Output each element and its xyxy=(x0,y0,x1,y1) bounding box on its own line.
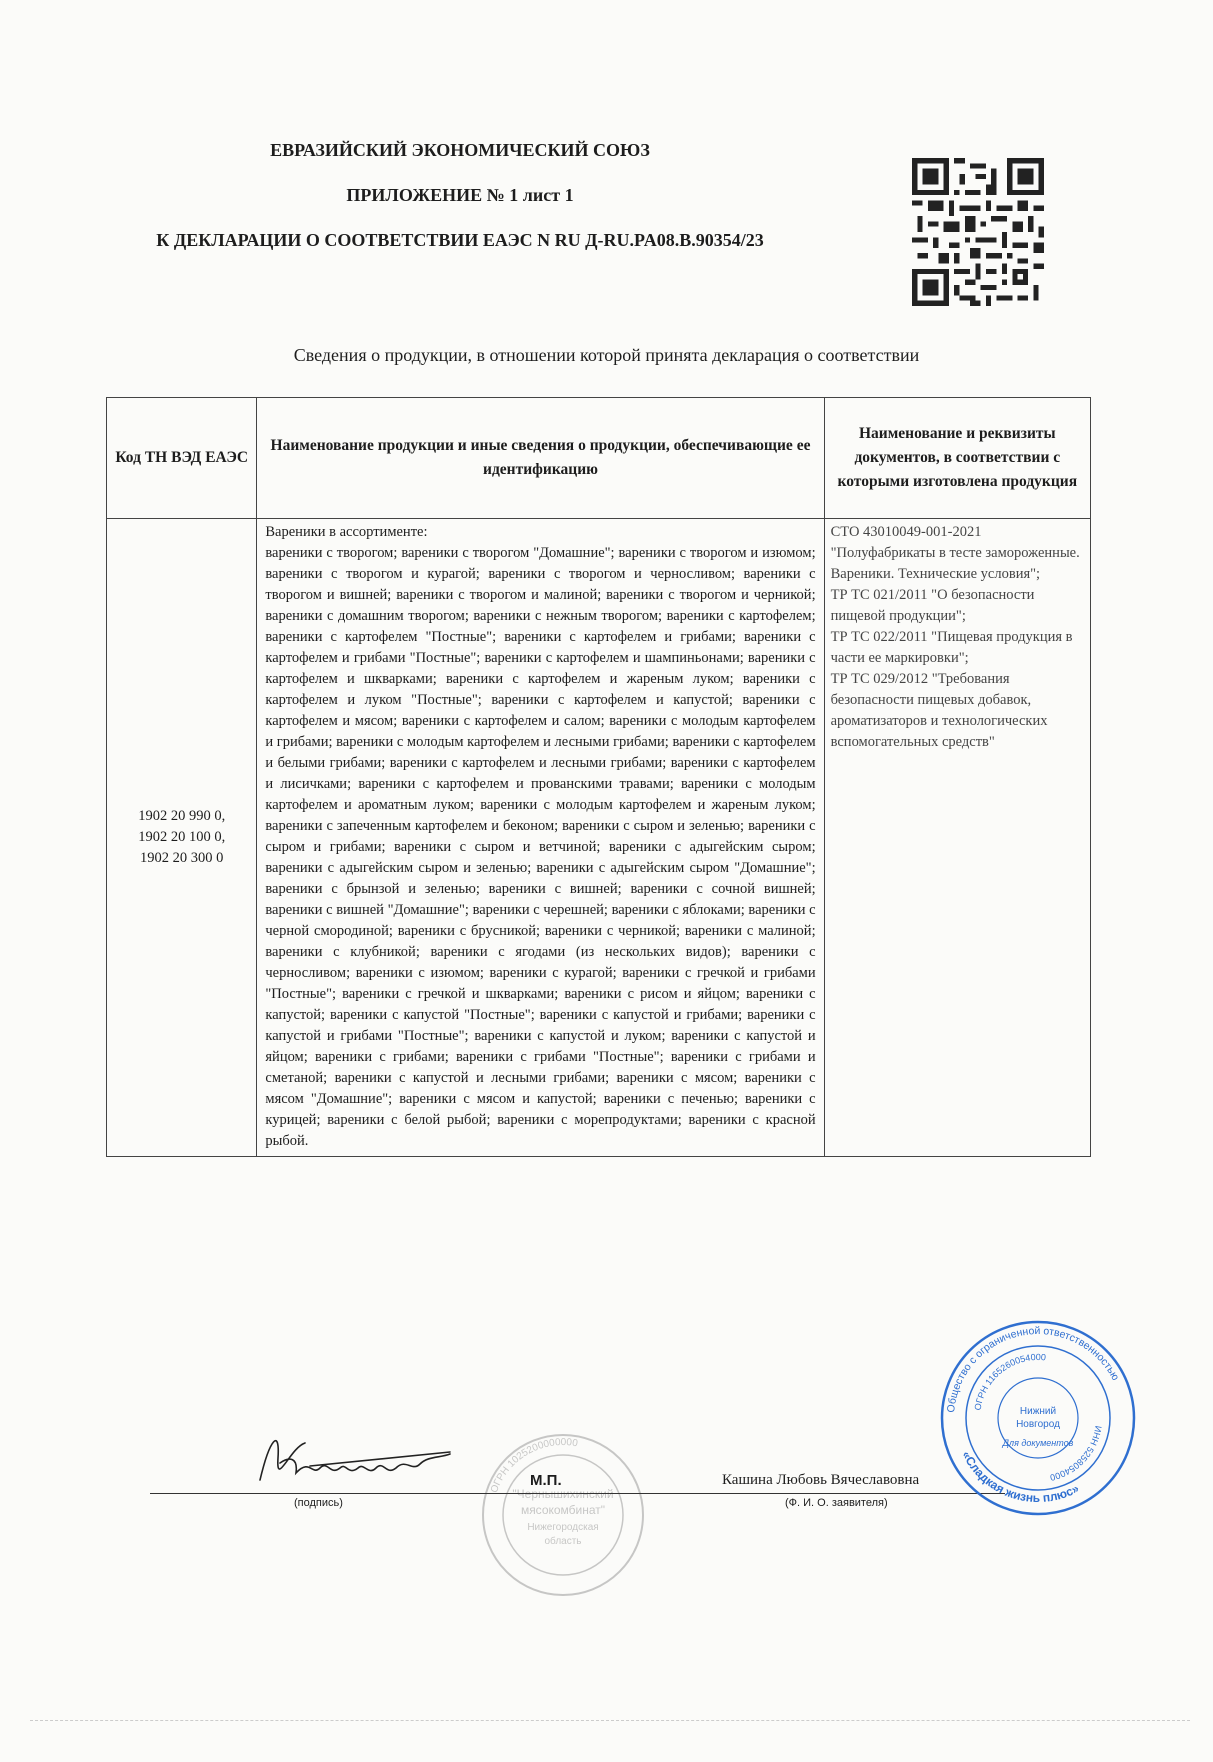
stamp-gray-line1: "Чернышихинский xyxy=(512,1487,614,1501)
stamp-gray-line2: мясокомбинат" xyxy=(520,1503,606,1517)
stamp-blue-outer-top: Общество с ограниченной ответственностью xyxy=(945,1324,1122,1414)
seal-place-label: М.П. xyxy=(530,1472,562,1489)
hs-code: 1902 20 990 0, xyxy=(138,808,226,825)
product-group-title: Вареники в ассортименте: xyxy=(265,524,428,540)
table-caption: Сведения о продукции, в отношении которой принята декларация о соответствии xyxy=(293,345,920,365)
standard-item: ТР ТС 022/2011 "Пищевая продукция в части ее маркировки"; xyxy=(830,629,1073,667)
stamp-gray-line3: Нижегородская xyxy=(527,1522,599,1533)
hs-code: 1902 20 300 0 xyxy=(140,850,224,867)
stamp-blue-outer-bottom: «Сладкая жизнь плюс» xyxy=(959,1448,1082,1506)
company-stamp-gray xyxy=(478,1430,648,1600)
stamp-blue-center2: Новгород xyxy=(1016,1419,1060,1430)
header-docs: Наименование и реквизиты документов, в соответствии с которыми изготовлена продукция xyxy=(824,398,1090,519)
svg-text:ОГРН 1165260054000 xyxy=(972,1352,1046,1411)
signature-caption: (подпись) xyxy=(294,1497,343,1509)
standard-item: ТР ТС 021/2011 "О безопасности пищевой продукции"; xyxy=(830,587,1035,625)
standards-cell xyxy=(824,519,1090,1157)
standard-item: ТР ТС 029/2012 "Требования безопасности пищевых добавок, ароматизаторов и технологических вспомогательных средств" xyxy=(830,671,1048,751)
stamp-blue-inner: Для документов xyxy=(1002,1438,1074,1448)
product-table xyxy=(106,397,1091,1157)
handwritten-signature xyxy=(250,1418,480,1498)
product-list: вареники с творогом; вареники с творогом "Домашние"; вареники с творогом и изюмом; вареники с творогом и курагой; вареники с творогом и черносливом; вареники с творогом и вишней; вареники с творогом и малиной; вареники с творогом и черникой; вареники с домашним творогом; вареники с нежным творогом; вареники с картофелем; вареники с картофелем "Постные"; вареники с картофелем и грибами; вареники с картофелем и грибами "Постные"; вареники с картофелем и шампиньонами; вареники с картофелем и шкварками; вареники с картофелем и жареным луком; вареники с картофелем и луком "Постные"; вареники с картофелем и капустой; вареники с картофелем и мясом; вареники с картофелем и салом; вареники с молодым картофелем и грибами; вареники с молодым картофелем и лесными грибами; вареники с картофелем и белыми грибами; вареники с картофелем и лесными грибами; вареники с картофелем и лисичками; вареники с картофелем и прованскими травами; вареники с молодым картофелем и ароматным луком; вареники с молодым картофелем и жареным луком; вареники с запеченным картофелем и беконом; вареники с сыром и зеленью; вареники с сыром и грибами; вареники с сыром и ветчиной; вареники с адыгейским сыром; вареники с адыгейским сыром и зеленью; вареники с адыгейским сыром "Домашние"; вареники с брынзой и зеленью; вареники с вишней; вареники с сочной вишней; вареники с вишней "Домашние"; вареники с черешней; вареники с яблоками; вареники с черной смородиной; вареники с брусникой; вареники с черникой; вареники с малиной; вареники с клубникой; вареники с ягодами (из нескольких видов); вареники с черносливом; вареники с изюмом; вареники с курагой; вареники с гречкой и грибами "Постные"; вареники с гречкой и шкварками; вареники с рисом и яйцом; вареники с капустой; вареники с капустой "Постные"; вареники с капустой и грибами; вареники с капустой и грибами "Постные"; вареники с капустой и луком; вареники с капустой и яйцом; вареники с грибами; вареники с грибами "Постные"; вареники с грибами и сметаной; вареники с капустой и лесными грибами; вареники с мясом; вареники с мясом "Домашние"; вареники с мясом и капустой; вареники с печенью; вареники с курицей; вареники с белой рыбой; вареники с морепродуктами; вареники с красной рыбой. xyxy=(265,545,816,1150)
stamp-gray-ring: ОГРН 1025200000000 xyxy=(488,1436,579,1495)
union-title: ЕВРАЗИЙСКИЙ ЭКОНОМИЧЕСКИЙ СОЮЗ xyxy=(270,140,650,160)
header-code: Код ТН ВЭД ЕАЭС xyxy=(107,398,257,519)
hs-codes-cell xyxy=(107,519,257,1157)
applicant-name: Кашина Любовь Вячеславовна xyxy=(722,1472,920,1488)
declaration-number: К ДЕКЛАРАЦИИ О СООТВЕТСТВИИ ЕАЭС N RU Д-RU.PA08.B.90354/23 xyxy=(156,230,764,250)
company-stamp-blue xyxy=(938,1318,1138,1518)
table-header-row xyxy=(107,398,1091,519)
standard-item: "Полуфабрикаты в тесте замороженные. Вареники. Технические условия"; xyxy=(830,545,1080,583)
stamp-gray-line4: область xyxy=(544,1536,582,1547)
hs-code: 1902 20 100 0, xyxy=(138,829,226,846)
signature-line xyxy=(150,1493,1005,1494)
fio-caption: (Ф. И. О. заявителя) xyxy=(785,1497,888,1509)
scan-edge-line xyxy=(30,1720,1190,1721)
qr-code-icon xyxy=(912,158,1044,306)
product-description-cell xyxy=(257,519,824,1157)
document-header xyxy=(100,140,820,275)
standard-item: СТО 43010049-001-2021 xyxy=(830,524,982,540)
stamp-blue-ogrn: ОГРН 1165260054000 xyxy=(972,1351,1047,1412)
svg-text:Общество с ограниченной ответс xyxy=(945,1325,1121,1413)
table-row xyxy=(107,519,1091,1157)
stamp-blue-center1: Нижний xyxy=(1019,1406,1057,1417)
header-name: Наименование продукции и иные сведения о продукции, обеспечивающие ее идентификацию xyxy=(257,398,824,519)
appendix-title: ПРИЛОЖЕНИЕ № 1 лист 1 xyxy=(346,185,574,205)
stamp-blue-inn: ИНН 5258054000 xyxy=(1048,1424,1104,1483)
